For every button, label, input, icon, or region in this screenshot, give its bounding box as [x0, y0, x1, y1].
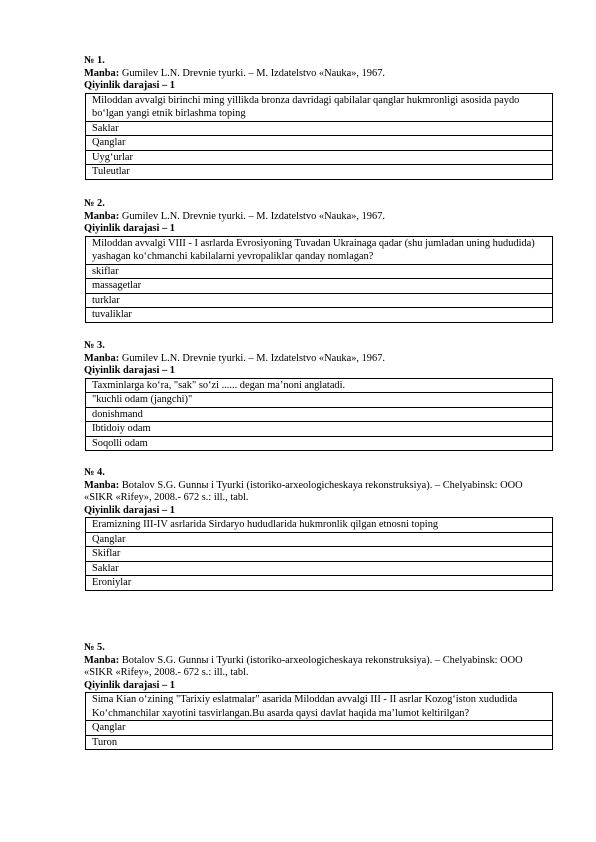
source-text: Gumilev L.N. Drevnie tyurki. – M. Izdatelstvo «Nauka», 1967.: [119, 67, 385, 79]
option-row[interactable]: [86, 264, 553, 279]
option-text[interactable]: Uyg‘urlar: [86, 150, 553, 165]
source-text: Botalov S.G. Gunnы i Tyurki (istoriko-arxeologicheskaya rekonstruksiya). – Chelyabinsk: OOO «SIKR «Rifey», 2008.- 672 s.: ill., tabl.: [84, 654, 523, 678]
source-label: Manba:: [84, 654, 120, 666]
option-text[interactable]: "kuchli odam (jangchi)": [86, 393, 553, 408]
option-row[interactable]: [86, 279, 553, 294]
option-row[interactable]: [86, 576, 553, 591]
source-line: [84, 68, 554, 81]
question-block-3: [84, 340, 554, 451]
question-number: № 5.: [84, 642, 105, 653]
option-row[interactable]: [86, 547, 553, 562]
option-text[interactable]: skiflar: [86, 264, 553, 279]
source-text: Gumilev L.N. Drevnie tyurki. – M. Izdatelstvo «Nauka», 1967.: [119, 352, 385, 364]
difficulty-label: Qiyinlik darajasi – 1: [84, 504, 175, 516]
option-text[interactable]: Qanglar: [86, 532, 553, 547]
question-number: № 4.: [84, 467, 105, 478]
question-block-4: [84, 467, 554, 591]
question-text: Miloddan avvalgi VIII - I asrlarda Evrosiyoning Tuvadan Ukrainaga qadar (shu jumladan uning hududida) yashagan ko‘chmanchi kabilalarni yevropaliklar qanday nomlagan?: [86, 236, 553, 264]
option-row[interactable]: [86, 436, 553, 451]
option-text[interactable]: Eroniylar: [86, 576, 553, 591]
option-row[interactable]: [86, 407, 553, 422]
option-text[interactable]: Ibtidoiy odam: [86, 422, 553, 437]
question-number: № 2.: [84, 198, 105, 209]
option-row[interactable]: [86, 165, 553, 180]
source-line: [84, 480, 554, 505]
question-number: № 3.: [84, 340, 105, 351]
option-text[interactable]: Soqolli odam: [86, 436, 553, 451]
option-row[interactable]: [86, 735, 553, 750]
question-block-5: [84, 642, 554, 750]
source-line: [84, 353, 554, 366]
option-row[interactable]: [86, 422, 553, 437]
option-text[interactable]: Saklar: [86, 561, 553, 576]
question-table: [85, 692, 553, 750]
source-text: Gumilev L.N. Drevnie tyurki. – M. Izdatelstvo «Nauka», 1967.: [119, 210, 385, 222]
question-table: [85, 236, 553, 324]
option-row[interactable]: [86, 532, 553, 547]
question-table: [85, 517, 553, 591]
option-text[interactable]: Skiflar: [86, 547, 553, 562]
question-text: Taxminlarga ko‘ra, "sak" so‘zi ...... degan ma’noni anglatadi.: [86, 378, 553, 393]
source-line: [84, 655, 554, 680]
option-row[interactable]: [86, 121, 553, 136]
option-text[interactable]: Saklar: [86, 121, 553, 136]
question-row: [86, 236, 553, 264]
question-table: [85, 378, 553, 452]
question-row: [86, 518, 553, 533]
difficulty-label: Qiyinlik darajasi – 1: [84, 80, 175, 91]
source-text: Botalov S.G. Gunnы i Tyurki (istoriko-arxeologicheskaya rekonstruksiya). – Chelyabinsk: OOO «SIKR «Rifey», 2008.- 672 s.: ill., tabl.: [84, 479, 523, 503]
option-text[interactable]: Turon: [86, 735, 553, 750]
source-line: [84, 211, 554, 224]
option-row[interactable]: [86, 293, 553, 308]
option-row[interactable]: [86, 721, 553, 736]
question-block-2: [84, 198, 554, 323]
difficulty-label: Qiyinlik darajasi – 1: [84, 365, 175, 376]
option-text[interactable]: tuvaliklar: [86, 308, 553, 323]
option-row[interactable]: [86, 393, 553, 408]
question-row: [86, 93, 553, 121]
option-row[interactable]: [86, 150, 553, 165]
question-text: Miloddan avvalgi birinchi ming yillikda bronza davridagi qabilalar qanglar hukmronligi asosida paydo bo‘lgan yangi etnik birlashma toping: [86, 93, 553, 121]
source-label: Manba:: [84, 67, 120, 79]
difficulty-label: Qiyinlik darajasi – 1: [84, 223, 175, 234]
option-row[interactable]: [86, 136, 553, 151]
question-table: [85, 93, 553, 181]
source-label: Manba:: [84, 352, 120, 364]
source-label: Manba:: [84, 479, 120, 491]
option-text[interactable]: donishmand: [86, 407, 553, 422]
difficulty-label: Qiyinlik darajasi – 1: [84, 679, 175, 691]
option-text[interactable]: Qanglar: [86, 721, 553, 736]
option-text[interactable]: Tuleutlar: [86, 165, 553, 180]
question-block-1: [84, 55, 554, 180]
question-text: Sima Kian o‘zining "Tarixiy eslatmalar" asarida Miloddan avvalgi III - II asrlar Kozog‘iston xududida Ko‘chmanchilar xayotini tasvirlangan.Bu asarda qaysi davlat haqida ma’lumot keltirilgan?: [86, 693, 553, 721]
question-number: № 1.: [84, 55, 105, 66]
question-text: Eramizning III-IV asrlarida Sirdaryo hududlarida hukmronlik qilgan etnosni toping: [86, 518, 553, 533]
option-row[interactable]: [86, 308, 553, 323]
question-row: [86, 693, 553, 721]
option-text[interactable]: massagetlar: [86, 279, 553, 294]
source-label: Manba:: [84, 210, 120, 222]
question-row: [86, 378, 553, 393]
option-text[interactable]: turklar: [86, 293, 553, 308]
option-row[interactable]: [86, 561, 553, 576]
option-text[interactable]: Qanglar: [86, 136, 553, 151]
